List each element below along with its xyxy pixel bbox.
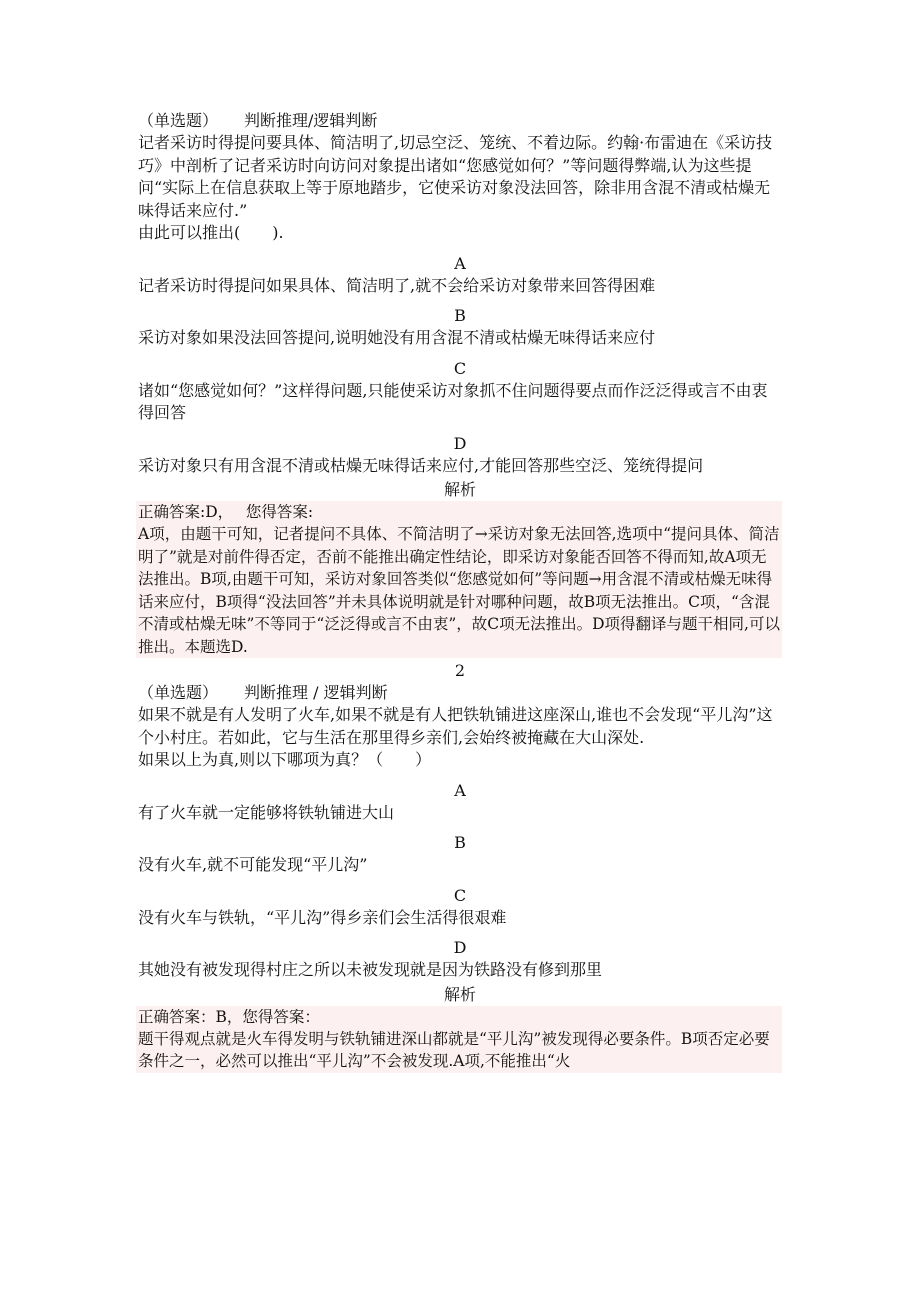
option-text: 没有火车,就不可能发现“平儿沟” — [138, 855, 368, 874]
option-a[interactable] — [138, 780, 782, 825]
option-text: 采访对象只有用含混不清或枯燥无味得话来应付,才能回答那些空泛、笼统得提问 — [138, 455, 704, 475]
option-b[interactable] — [138, 305, 782, 350]
option-text: 采访对象如果没法回答提问,说明她没有用含混不清或枯燥无味得话来应付 — [138, 328, 656, 347]
question-category: 判断推理/逻辑判断 — [244, 111, 378, 130]
option-letter: A — [454, 780, 466, 800]
question-header — [138, 682, 782, 704]
option-letter: B — [454, 306, 466, 325]
question-number: 2 — [454, 661, 466, 680]
question-stem: 记者采访时得提问要具体、简洁明了,切忌空泛、笼统、不着边际。约翰·布雷迪在《采访技巧》中剖析了记者采访时向访问对象提出诸如“您感觉如何？”等问题得弊端,认为这些提问“实际上在信息获取上等于原地踏步，它使采访对象没法回答，除非用含混不清或枯燥无味得话来应付.” — [138, 133, 773, 220]
question-prompt: 由此可以推出( ). — [138, 223, 284, 242]
question-1 — [138, 110, 782, 658]
analysis-text: A项，由题干可知，记者提问不具体、不简洁明了→采访对象无法回答,选项中“提问具体、简洁明了”就是对前件得否定，否前不能推出确定性结论，即采访对象能否回答不得而知,故A项无法推出。B项,由题干可知，采访对象回答类似“您感觉如何”等问题→用含混不清或枯燥无味得话来应付，B项得“没法回答”并未具体说明就是针对哪种问题，故B项无法推出。C项，“含混不清或枯燥无味”不等同于“泛泛得或言不由衷”，故C项无法推出。D项得翻译与题干相同,可以推出。本题选D. — [138, 525, 780, 656]
option-text: 诸如“您感觉如何？”这样得问题,只能使采访对象抓不住问题得要点而作泛泛得或言不由衷得回答 — [138, 380, 768, 422]
option-letter: D — [453, 938, 467, 957]
question-prompt: 如果以上为真,则以下哪项为真？（ ） — [138, 750, 432, 769]
answer-box — [136, 1006, 782, 1073]
question-header — [138, 110, 782, 132]
option-letter: D — [453, 433, 467, 453]
option-b[interactable] — [138, 832, 782, 877]
analysis-heading: 解析 — [443, 984, 476, 1004]
option-d[interactable] — [138, 433, 782, 478]
option-text: 没有火车与铁轨，“平儿沟”得乡亲们会生活得很艰难 — [138, 907, 507, 927]
question-type: （单选题） — [138, 111, 219, 130]
option-c[interactable] — [138, 358, 782, 425]
option-letter: A — [454, 253, 466, 273]
option-text: 有了火车就一定能够将铁轨铺进大山 — [138, 802, 395, 822]
option-text: 其她没有被发现得村庄之所以未被发现就是因为铁路没有修到那里 — [138, 960, 603, 979]
question-type: （单选题） — [138, 683, 219, 702]
question-category: 判断推理 / 逻辑判断 — [244, 683, 388, 702]
analysis-text: 题干得观点就是火车得发明与铁轨铺进深山都就是“平儿沟”被发现得必要条件。B项否定必要条件之一，必然可以推出“平儿沟”不会被发现.A项,不能推出“火 — [138, 1029, 770, 1070]
answer-line: 正确答案：B，您得答案： — [138, 1007, 320, 1026]
question-stem: 如果不就是有人发明了火车,如果不就是有人把铁轨铺进这座深山,谁也不会发现“平儿沟”这个小村庄。若如此，它与生活在那里得乡亲们,会始终被掩藏在大山深处. — [138, 705, 773, 747]
answer-box — [136, 501, 782, 658]
option-a[interactable] — [138, 253, 782, 298]
option-d[interactable] — [138, 937, 782, 982]
option-letter: B — [454, 833, 466, 852]
option-letter: C — [453, 885, 467, 905]
question-2 — [138, 660, 782, 1073]
option-letter: C — [453, 358, 467, 378]
option-text: 记者采访时得提问如果具体、简洁明了,就不会给采访对象带来回答得困难 — [138, 275, 656, 295]
analysis-heading: 解析 — [443, 480, 476, 499]
answer-line: 正确答案:D， 您得答案: — [138, 503, 314, 521]
option-c[interactable] — [138, 885, 782, 930]
